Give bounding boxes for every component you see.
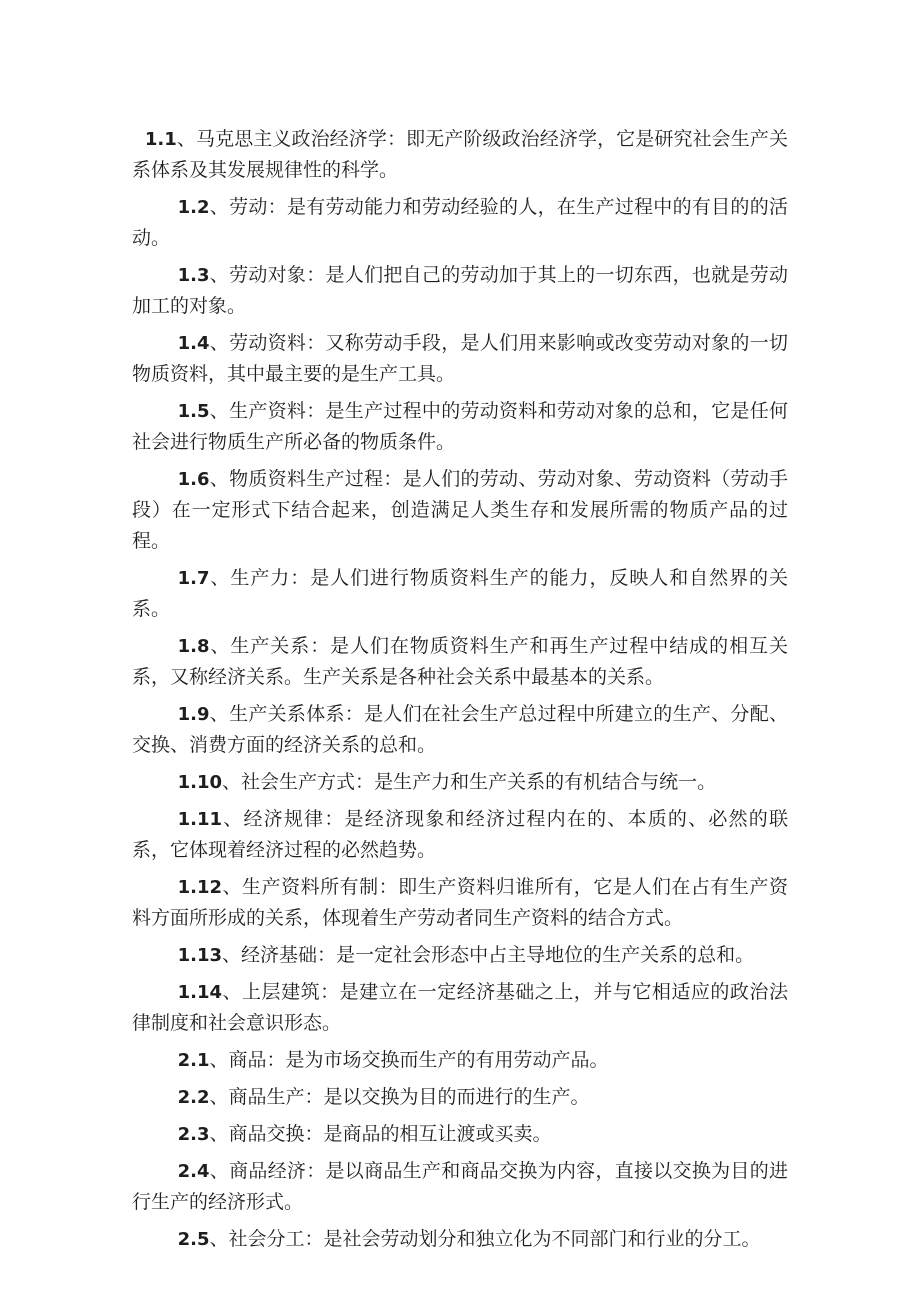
item-term: 商品生产 [228, 1086, 305, 1108]
definition-item [132, 124, 788, 186]
item-term: 生产关系体系 [229, 703, 345, 725]
item-definition: 是生产力和生产关系的有机结合与统一。 [374, 771, 717, 793]
definition-item [132, 1082, 788, 1113]
term-separator: ： [310, 635, 331, 657]
term-separator: ： [306, 332, 326, 354]
number-separator: 、 [209, 468, 230, 490]
item-number: 1.4 [177, 333, 210, 354]
item-number: 2.1 [177, 1050, 210, 1071]
item-term: 社会分工 [228, 1228, 305, 1250]
item-number: 1.3 [177, 265, 210, 286]
item-definition: 是人们在社会生产总过程中所建立的生产、分配、交换、消费方面的经济关系的总和。 [132, 703, 788, 756]
item-definition: 是为市场交换而生产的有用劳动产品。 [285, 1049, 609, 1071]
definition-item [132, 563, 788, 625]
item-definition: 是一定社会形态中占主导地位的生产关系的总和。 [336, 944, 755, 966]
definition-item [132, 1156, 788, 1218]
item-term: 生产资料 [229, 400, 307, 422]
item-definition: 是商品的相互让渡或买卖。 [323, 1123, 552, 1145]
term-separator: ： [306, 264, 326, 286]
term-separator: ： [324, 808, 345, 830]
term-separator: ： [320, 981, 340, 1003]
term-separator: ： [304, 1086, 324, 1108]
item-definition: 是有劳动能力和劳动经验的人，在生产过程中的有目的的活动。 [132, 196, 788, 249]
item-number: 1.13 [177, 945, 223, 966]
item-definition: 又称劳动手段，是人们用来影响或改变劳动对象的一切物质资料，其中最主要的是生产工具。 [132, 332, 788, 385]
definition-item [132, 464, 788, 557]
item-term: 劳动对象 [229, 264, 307, 286]
item-definition: 是人们的劳动、劳动对象、劳动资料（劳动手段）在一定形式下结合起来，创造满足人类生存和发展所需的物质产品的过程。 [132, 468, 788, 552]
term-separator: ： [383, 468, 403, 490]
number-separator: 、 [222, 808, 244, 830]
number-separator: 、 [209, 1049, 229, 1071]
term-separator: ： [290, 567, 311, 589]
item-definition: 即无产阶级政治经济学，它是研究社会生产关系体系及其发展规律性的科学。 [132, 128, 788, 181]
definition-item [132, 767, 788, 798]
item-definition: 是人们进行物质资料生产的能力，反映人和自然界的关系。 [132, 567, 788, 620]
number-separator: 、 [209, 703, 230, 725]
number-separator: 、 [209, 635, 231, 657]
definition-item [132, 940, 788, 971]
item-number: 1.9 [177, 704, 210, 725]
definition-item [132, 1224, 788, 1255]
item-number: 1.1 [144, 129, 177, 150]
term-separator: ： [304, 1228, 324, 1250]
term-separator: ： [355, 771, 375, 793]
definition-item [132, 192, 788, 254]
item-term: 物质资料生产过程 [229, 468, 384, 490]
definition-item [132, 1045, 788, 1076]
number-separator: 、 [209, 1123, 229, 1145]
item-term: 生产资料所有制 [242, 876, 379, 898]
item-number: 2.5 [177, 1229, 210, 1250]
item-number: 2.2 [177, 1087, 210, 1108]
item-definition: 是建立在一定经济基础之上，并与它相适应的政治法律制度和社会意识形态。 [132, 981, 788, 1034]
item-definition: 即生产资料归谁所有，它是人们在占有生产资料方面所形成的关系，体现着生产劳动者同生产资料的结合方式。 [132, 876, 788, 929]
item-number: 1.11 [177, 809, 223, 830]
term-separator: ： [378, 876, 399, 898]
definition-item [132, 631, 788, 693]
item-definition: 是人们把自己的劳动加于其上的一切东西，也就是劳动加工的对象。 [132, 264, 788, 317]
item-number: 1.5 [177, 401, 210, 422]
term-separator: ： [344, 703, 365, 725]
item-definition: 是生产过程中的劳动资料和劳动对象的总和，它是任何社会进行物质生产所必备的物质条件。 [132, 400, 788, 453]
item-term: 劳动资料 [229, 332, 307, 354]
item-definition: 是以交换为目的而进行的生产。 [323, 1086, 590, 1108]
item-term: 商品 [228, 1049, 267, 1071]
definition-item [132, 396, 788, 458]
definition-item [132, 328, 788, 390]
definition-item [132, 804, 788, 866]
term-separator: ： [267, 196, 287, 218]
item-term: 生产力 [230, 567, 291, 589]
number-separator: 、 [176, 128, 196, 150]
number-separator: 、 [209, 567, 231, 589]
item-term: 经济基础 [241, 944, 318, 966]
item-definition: 是以商品生产和商品交换为内容，直接以交换为目的进行生产的经济形式。 [132, 1160, 788, 1213]
term-separator: ： [306, 400, 326, 422]
document-body [132, 124, 788, 1255]
item-number: 1.12 [177, 877, 223, 898]
term-separator: ： [306, 1160, 326, 1182]
definition-item [132, 699, 788, 761]
item-term: 上层建筑 [242, 981, 321, 1003]
number-separator: 、 [209, 1228, 229, 1250]
number-separator: 、 [222, 771, 242, 793]
item-number: 1.7 [177, 568, 210, 589]
term-separator: ： [266, 1049, 286, 1071]
number-separator: 、 [222, 876, 243, 898]
term-separator: ： [304, 1123, 324, 1145]
definition-item [132, 1119, 788, 1150]
number-separator: 、 [209, 400, 230, 422]
item-number: 1.6 [177, 469, 210, 490]
term-separator: ： [317, 944, 337, 966]
number-separator: 、 [222, 981, 243, 1003]
item-number: 1.14 [177, 982, 223, 1003]
number-separator: 、 [209, 1086, 229, 1108]
definition-item [132, 872, 788, 934]
item-term: 劳动 [229, 196, 268, 218]
item-term: 社会生产方式 [241, 771, 356, 793]
item-number: 2.4 [177, 1161, 210, 1182]
item-term: 商品经济 [229, 1160, 307, 1182]
item-number: 1.8 [177, 636, 210, 657]
item-term: 马克思主义政治经济学 [196, 128, 387, 150]
definition-item [132, 977, 788, 1039]
definition-item [132, 260, 788, 322]
item-number: 2.3 [177, 1124, 210, 1145]
item-definition: 是人们在物质资料生产和再生产过程中结成的相互关系，又称经济关系。生产关系是各种社会关系中最基本的关系。 [132, 635, 788, 688]
item-definition: 是社会劳动划分和独立化为不同部门和行业的分工。 [323, 1228, 761, 1250]
item-number: 1.10 [177, 772, 223, 793]
number-separator: 、 [209, 1160, 230, 1182]
item-term: 经济规律 [243, 808, 325, 830]
term-separator: ： [386, 128, 407, 150]
number-separator: 、 [209, 196, 230, 218]
item-term: 生产关系 [230, 635, 311, 657]
item-definition: 是经济现象和经济过程内在的、本质的、必然的联系，它体现着经济过程的必然趋势。 [132, 808, 788, 861]
item-number: 1.2 [177, 197, 210, 218]
number-separator: 、 [222, 944, 242, 966]
number-separator: 、 [209, 264, 230, 286]
item-term: 商品交换 [228, 1123, 305, 1145]
number-separator: 、 [209, 332, 230, 354]
